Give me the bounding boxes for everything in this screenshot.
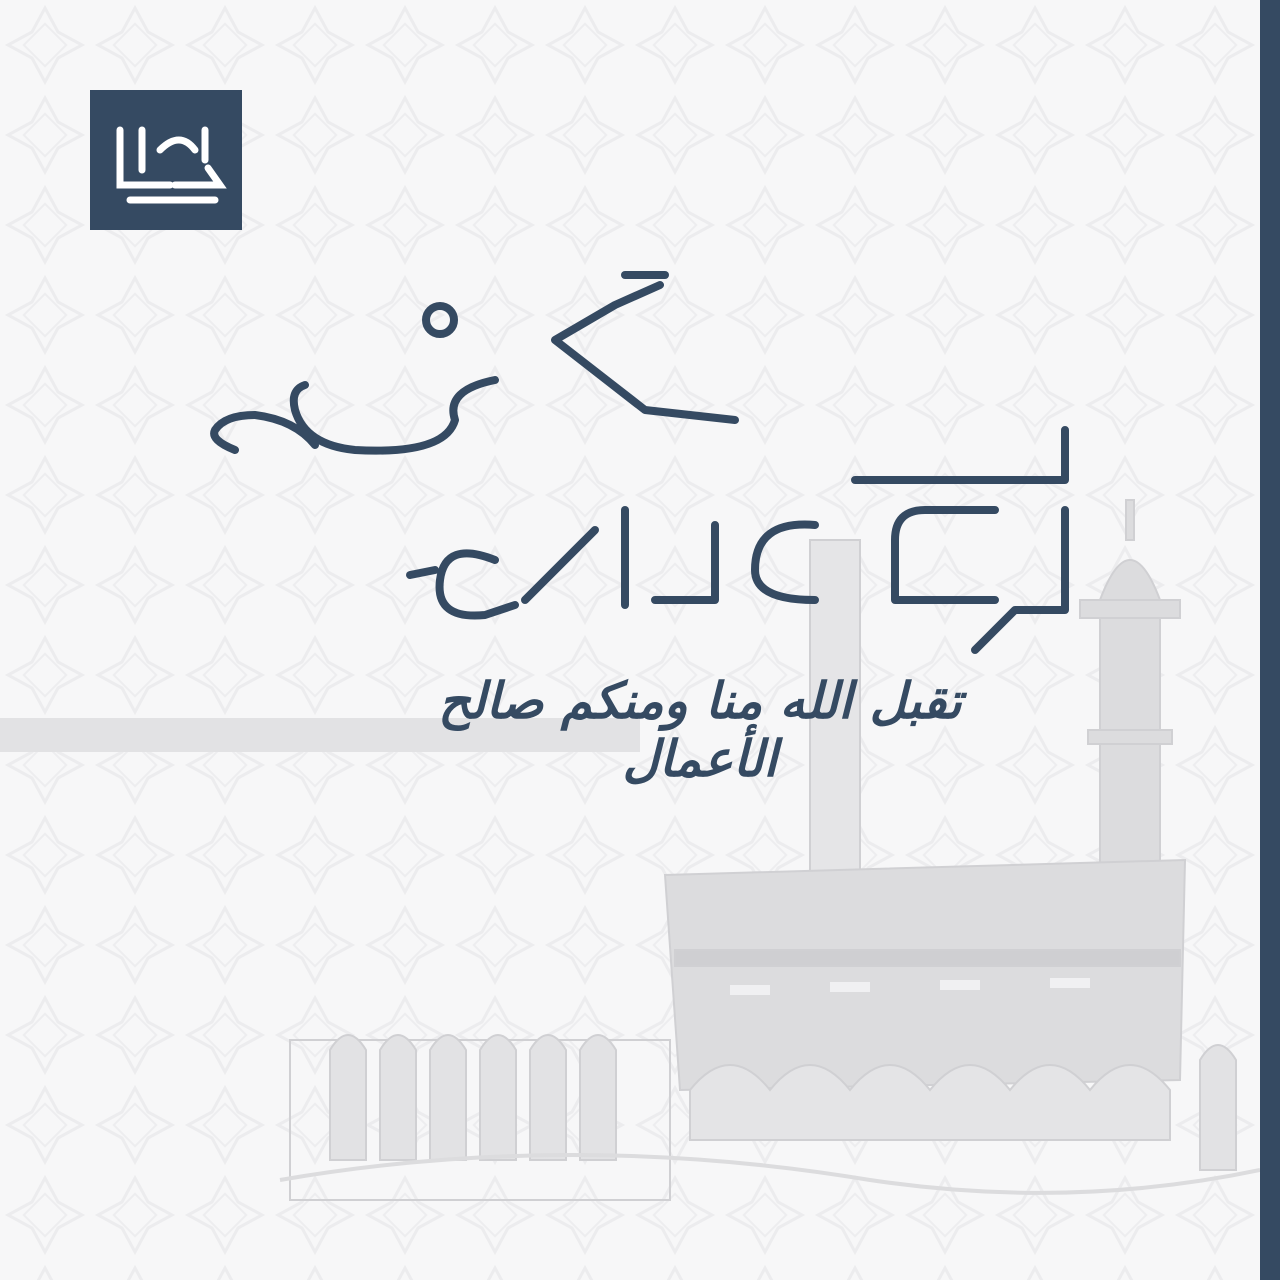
brand-logo [90,90,242,230]
right-accent-bar [1260,0,1280,1280]
calligraphy-logo-icon [90,90,242,230]
greeting-text: تقبل الله منا ومنكم صالح الأعمال [438,672,962,788]
ramadan-kareem-title [195,270,1095,690]
